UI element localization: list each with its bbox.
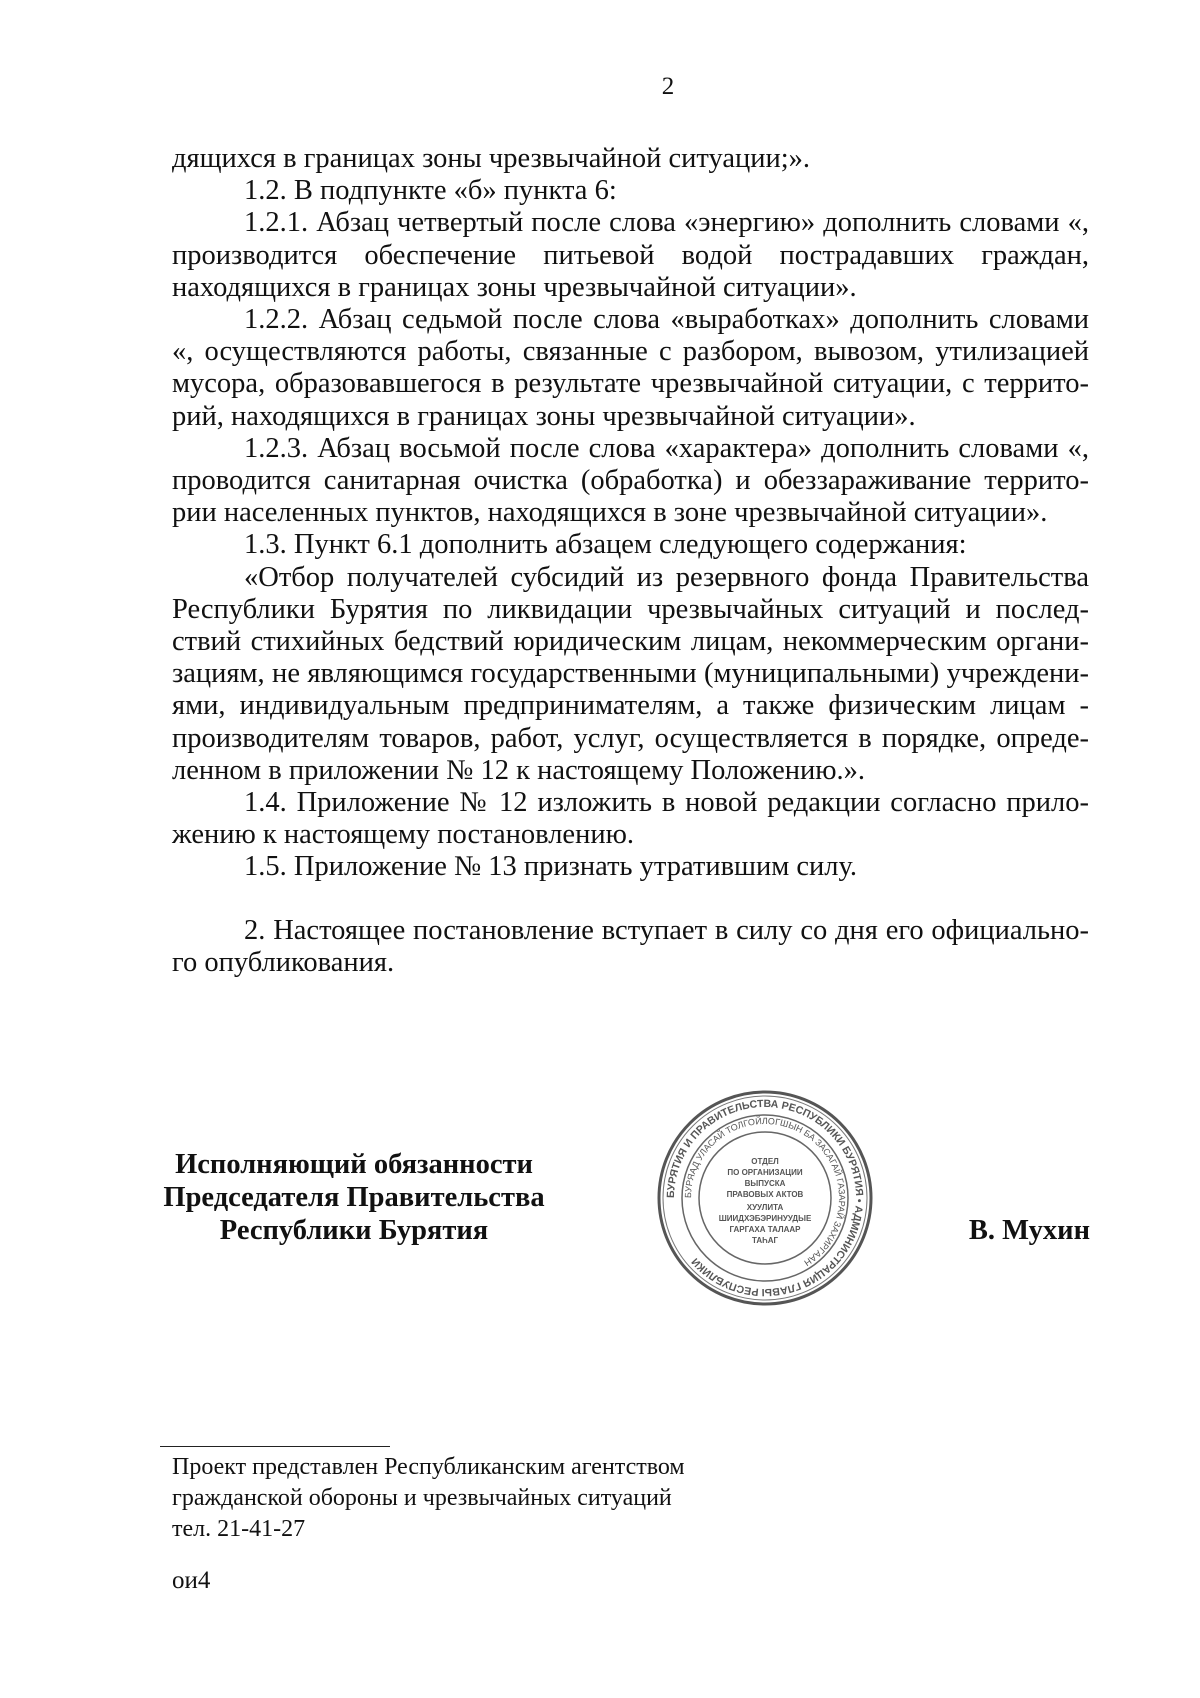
signatory-title-line: Республики Бурятия xyxy=(219,1215,489,1246)
paragraph-1-2-2: 1.2.2. Абзац седьмой после слова «выработках» дополнить словами «, осуществляются работы, связанные с разбором, вывозом, утилизацией мусора, образовавшегося в результате чрезвычайной ситуации, с террито-рий, находящихся в границах зоны чрезвычайной ситуации». xyxy=(172,304,1089,432)
seal-outer-text: БУРЯТИЯ И ПРАВИТЕЛЬСТВА РЕСПУБЛИКИ БУРЯТИЯ • АДМИНИСТРАЦИЯ ГЛАВЫ РЕСПУБЛИКИ xyxy=(664,1097,866,1299)
document-body xyxy=(172,143,1089,979)
seal-center-text: ПО ОРГАНИЗАЦИИ xyxy=(727,1168,803,1177)
paragraph-1-2-1: 1.2.1. Абзац четвертый после слова «энергию» дополнить словами «, производится обеспечение питьевой водой пострадавших граждан, находящихся в границах зоны чрезвычайной ситуации». xyxy=(172,207,1089,303)
footnote-phone: тел. 21-41-27 xyxy=(172,1516,306,1542)
seal-center-text: ОТДЕЛ xyxy=(751,1157,779,1166)
seal-center-text: ПРАВОВЫХ АКТОВ xyxy=(726,1190,804,1199)
footnote-line: Проект представлен Республиканским агентством xyxy=(172,1454,685,1480)
footnote-line: гражданской обороны и чрезвычайных ситуаций xyxy=(172,1485,672,1511)
paragraph-1-5: 1.5. Приложение № 13 признать утратившим силу. xyxy=(244,851,858,883)
signatory-title-line: Исполняющий обязанности xyxy=(175,1149,533,1180)
footnote xyxy=(172,1452,685,1545)
document-code: ои4 xyxy=(172,1567,211,1594)
paragraph-continuation: дящихся в границах зоны чрезвычайной ситуации;». xyxy=(172,143,811,174)
paragraph-1-2: 1.2. В подпункте «б» пункта 6: xyxy=(244,175,617,207)
seal-inner-text: БУРЯАД УЛАСАЙ ТОЛГОЙЛОГШЫН БА ЗАСАГАЙ ГАЗАРАЙ ЗАХИРГААН xyxy=(682,1115,848,1268)
seal-center-text: ВЫПУСКА xyxy=(744,1179,786,1188)
footnote-divider xyxy=(160,1446,390,1447)
page-number: 2 xyxy=(661,73,675,100)
seal-center-text: ГАРГАХА ТАЛААР xyxy=(729,1225,801,1234)
signatory-name: В. Мухин xyxy=(968,1215,1090,1246)
paragraph-2: 2. Настоящее постановление вступает в силу со дня его официально-го опубликования. xyxy=(172,914,1089,978)
paragraph-1-3-quote: «Отбор получателей субсидий из резервного фонда Правительства Республики Бурятия по ликвидации чрезвычайных ситуаций и послед-ствий стихийных бедствий юридическим лицам, некоммерческим органи-зациям, не являющимся государственными (муниципальными) учреждени-ями, индивидуальным предпринимателям, а также физическим лицам - производителям товаров, работ, услуг, осуществляется в порядке, опреде-ленном в приложении № 12 к настоящему Положению.». xyxy=(172,561,1089,786)
paragraph-1-4: 1.4. Приложение № 12 изложить в новой редакции согласно прило-жению к настоящему постановлению. xyxy=(172,787,1089,851)
seal-center-text: ШИИДХЭБЭРИНУУДЫЕ xyxy=(718,1214,812,1223)
signatory-title xyxy=(148,1148,560,1247)
paragraph-1-3: 1.3. Пункт 6.1 дополнить абзацем следующего содержания: xyxy=(244,529,967,561)
seal-center-text: ТАҺАГ xyxy=(751,1236,779,1245)
official-seal xyxy=(655,1088,875,1308)
seal-center-text: ХУУЛИТА xyxy=(746,1203,784,1212)
paragraph-1-2-3: 1.2.3. Абзац восьмой после слова «характера» дополнить словами «, проводится санитарная очистка (обработка) и обеззараживание террито-рии населенных пунктов, находящихся в зоне чрезвычайной ситуации». xyxy=(172,432,1089,529)
signatory-title-line: Председателя Правительства xyxy=(163,1182,545,1213)
